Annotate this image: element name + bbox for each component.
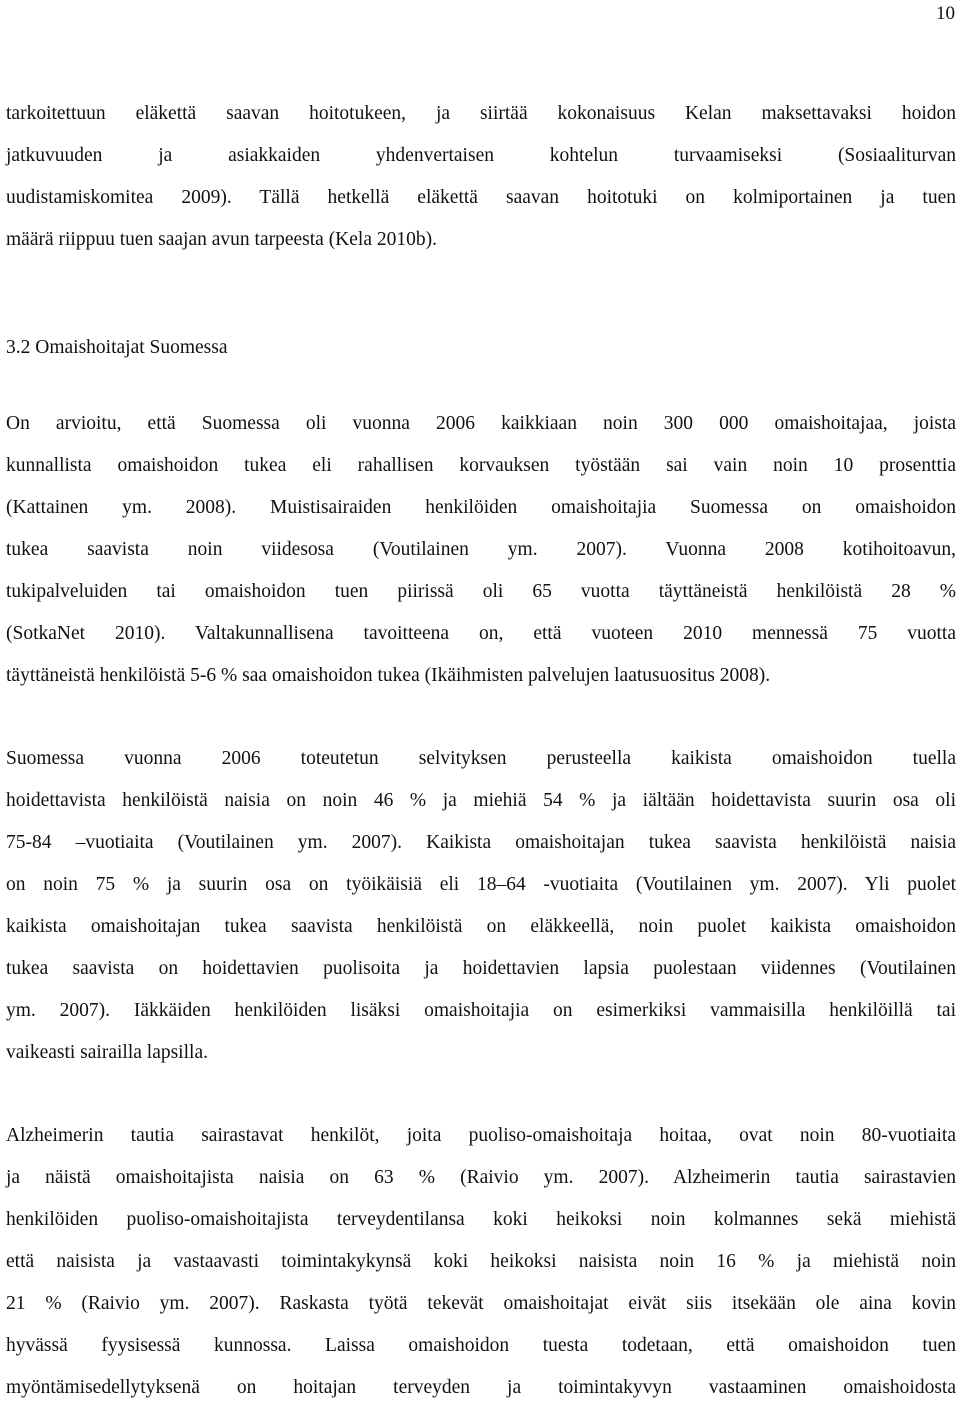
paragraph-line: että naisista ja vastaavasti toimintakykynsä koki heikoksi naisista noin 16 % ja miehistä noin bbox=[6, 1251, 956, 1272]
paragraph-line: vaikeasti sairailla lapsilla. bbox=[6, 1042, 208, 1063]
paragraph-line: on noin 75 % ja suurin osa on työikäisiä eli 18–64 -vuotiaita (Voutilainen ym. 2007). Yli puolet bbox=[6, 874, 956, 895]
paragraph-line: myöntämisedellytyksenä on hoitajan terveyden ja toimintakyvyn vastaaminen omaishoidosta bbox=[6, 1377, 956, 1398]
paragraph-line: tarkoitettuun eläkettä saavan hoitotukeen, ja siirtää kokonaisuus Kelan maksettavaksi hoidon bbox=[6, 103, 956, 124]
paragraph-line: kaikista omaishoitajan tukea saavista henkilöistä on eläkkeellä, noin puolet kaikista omaishoidon bbox=[6, 916, 956, 937]
paragraph-line: tukipalveluiden tai omaishoidon tuen piirissä oli 65 vuotta täyttäneistä henkilöistä 28 % bbox=[6, 581, 956, 602]
paragraph-line: täyttäneistä henkilöistä 5-6 % saa omaishoidon tukea (Ikäihmisten palvelujen laatusuositus 2008). bbox=[6, 665, 771, 686]
paragraph-line: henkilöiden puoliso-omaishoitajista terveydentilansa koki heikoksi noin kolmannes sekä miehistä bbox=[6, 1209, 956, 1230]
paragraph-line: (Kattainen ym. 2008). Muistisairaiden henkilöiden omaishoitajia Suomessa on omaishoidon bbox=[6, 497, 956, 518]
paragraph-line: tukea saavista noin viidesosa (Voutilainen ym. 2007). Vuonna 2008 kotihoitoavun, bbox=[6, 539, 956, 560]
paragraph-line: määrä riippuu tuen saajan avun tarpeesta (Kela 2010b). bbox=[6, 229, 437, 250]
paragraph-line: 21 % (Raivio ym. 2007). Raskasta työtä tekevät omaishoitajat eivät siis itsekään ole aina kovin bbox=[6, 1293, 956, 1314]
paragraph-line: Alzheimerin tautia sairastavat henkilöt, joita puoliso-omaishoitaja hoitaa, ovat noin 80-vuotiaita bbox=[6, 1125, 956, 1146]
section-heading: 3.2 Omaishoitajat Suomessa bbox=[6, 337, 228, 358]
paragraph-line: (SotkaNet 2010). Valtakunnallisena tavoitteena on, että vuoteen 2010 mennessä 75 vuotta bbox=[6, 623, 956, 644]
paragraph-line: hoidettavista henkilöistä naisia on noin 46 % ja miehiä 54 % ja iältään hoidettavista suurin osa oli bbox=[6, 790, 956, 811]
paragraph-line: tukea saavista on hoidettavien puolisoita ja hoidettavien lapsia puolestaan viidennes (Voutilainen bbox=[6, 958, 956, 979]
paragraph-line: uudistamiskomitea 2009). Tällä hetkellä eläkettä saavan hoitotuki on kolmiportainen ja tuen bbox=[6, 187, 956, 208]
paragraph-line: ym. 2007). Iäkkäiden henkilöiden lisäksi omaishoitajia on esimerkiksi vammaisilla henkilöillä tai bbox=[6, 1000, 956, 1021]
paragraph-line: hyvässä fyysisessä kunnossa. Laissa omaishoidon tuesta todetaan, että omaishoidon tuen bbox=[6, 1335, 956, 1356]
paragraph-line: On arvioitu, että Suomessa oli vuonna 2006 kaikkiaan noin 300 000 omaishoitajaa, joista bbox=[6, 413, 956, 434]
paragraph-line: ja näistä omaishoitajista naisia on 63 % (Raivio ym. 2007). Alzheimerin tautia sairastavien bbox=[6, 1167, 956, 1188]
paragraph-line: Suomessa vuonna 2006 toteutetun selvityksen perusteella kaikista omaishoidon tuella bbox=[6, 748, 956, 769]
paragraph-line: jatkuvuuden ja asiakkaiden yhdenvertaisen kohtelun turvaamiseksi (Sosiaaliturvan bbox=[6, 145, 956, 166]
paragraph-line: 75-84 –vuotiaita (Voutilainen ym. 2007). Kaikista omaishoitajan tukea saavista henkilöistä naisia bbox=[6, 832, 956, 853]
page-number: 10 bbox=[936, 3, 955, 24]
paragraph-line: kunnallista omaishoidon tukea eli rahallisen korvauksen työstään sai vain noin 10 prosenttia bbox=[6, 455, 956, 476]
